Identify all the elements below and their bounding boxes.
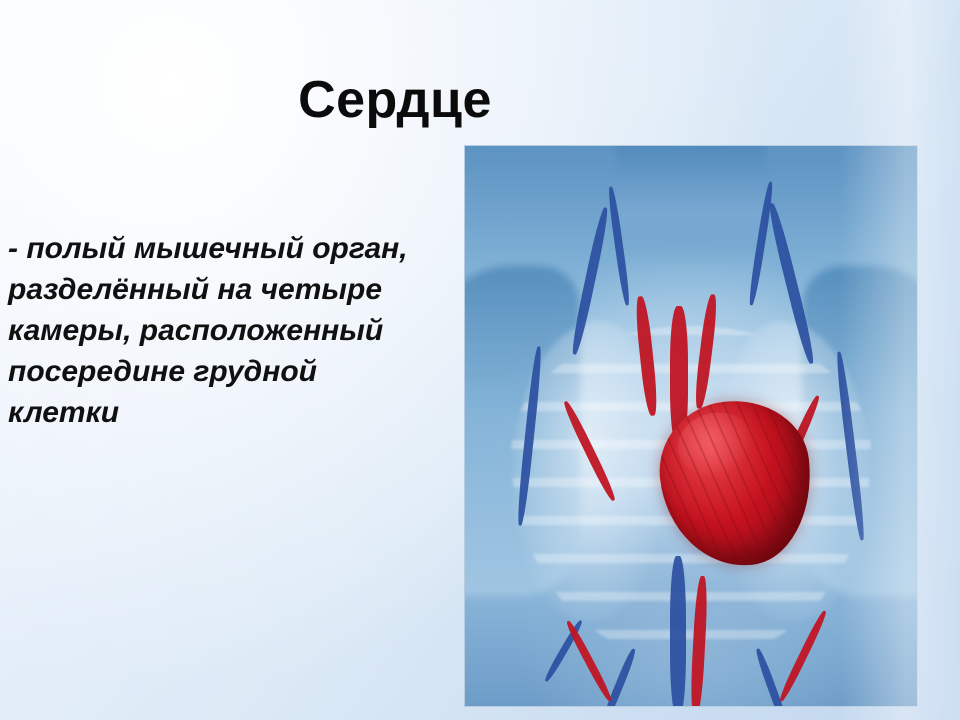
torso-illustration	[465, 146, 917, 706]
anatomy-figure	[464, 145, 918, 707]
vein-vessel	[754, 647, 792, 707]
vein-vessel	[543, 619, 584, 683]
neck-shape	[616, 145, 766, 266]
slide-body-text: - полый мышечный орган, разделённый на четыре камеры, расположенный посередине грудной клетки	[8, 232, 408, 430]
vein-vessel	[670, 556, 686, 707]
page-title: Сердце	[298, 71, 492, 129]
